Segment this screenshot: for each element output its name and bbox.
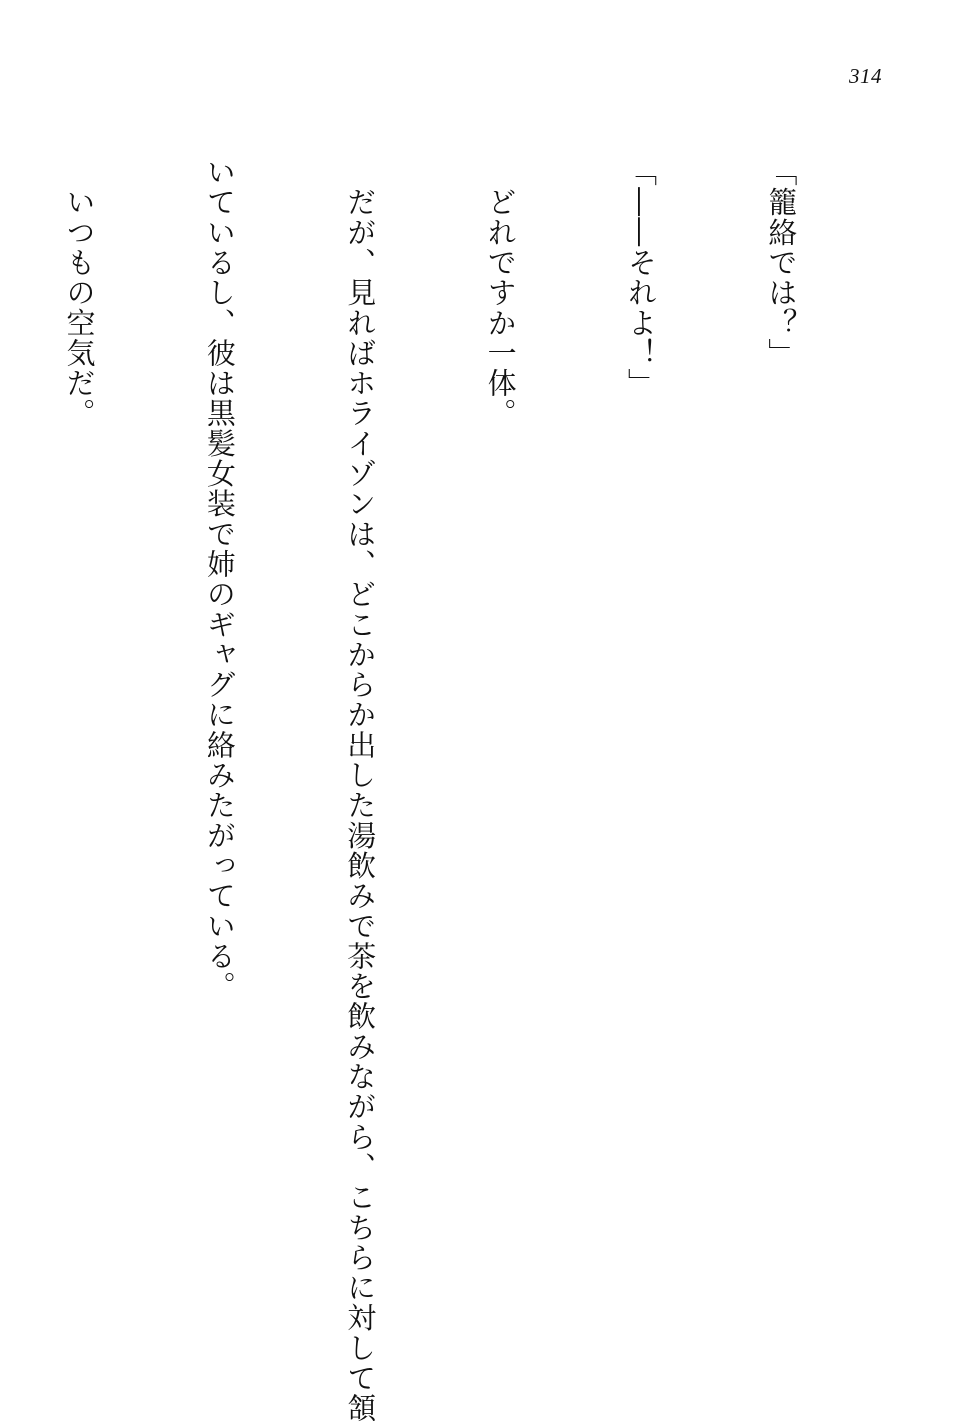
page-number: 314 <box>849 64 882 88</box>
text-line: だが、見ればホライゾンは、どこからか出した湯飲みで茶を飲みながら、こちらに対して頷 <box>343 157 378 1423</box>
text-line: いつもの空気だ。 <box>62 157 97 429</box>
text-line: どれですか一体。 <box>483 157 518 429</box>
text-line: 「籠絡では？」 <box>764 157 799 369</box>
text-line: 「――それよ！」 <box>624 157 659 399</box>
body-text <box>0 157 898 1423</box>
text-line: いているし、彼は黒髪女装で姉のギャグに絡みたがっている。 <box>202 157 237 1002</box>
